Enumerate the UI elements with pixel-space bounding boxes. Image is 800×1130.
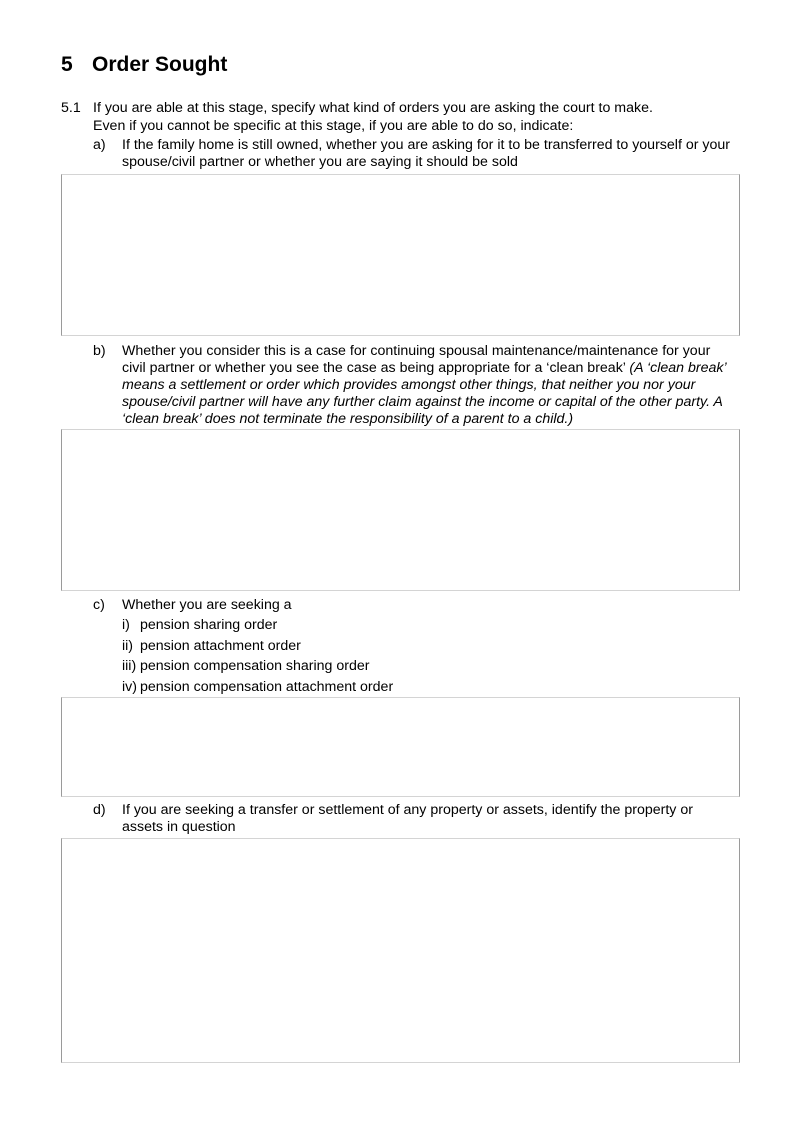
list-item-text: pension attachment order [140,637,301,654]
answer-input-a[interactable] [62,175,739,335]
answer-input-b[interactable] [62,430,739,590]
item-b-text [122,343,737,428]
item-d-label: d) [93,802,106,818]
list-item-text: pension compensation attachment order [140,678,394,695]
question-number: 5.1 [61,100,81,116]
answer-input-c[interactable] [62,698,739,796]
question-intro-line2: Even if you cannot be specific at this stage, if you are able to do so, indicate: [93,118,574,134]
list-item [122,615,393,636]
item-c-label: c) [93,597,105,613]
answer-box-c[interactable] [61,697,740,797]
list-item-number: ii) [122,637,134,654]
list-item-number: iii) [122,658,137,674]
section-number: 5 [61,53,73,76]
list-item [122,636,393,657]
list-item [122,656,393,677]
list-item-text: pension compensation sharing order [140,658,370,674]
item-d-text: If you are seeking a transfer or settlement of any property or assets, identify the property or assets in question [122,802,693,835]
list-item [122,677,393,698]
answer-input-d[interactable] [62,839,739,1062]
item-c-text: Whether you are seeking a [122,597,292,613]
section-heading [61,53,227,77]
question-intro-line1: If you are able at this stage, specify what kind of orders you are asking the court to make. [93,100,653,116]
list-item-number: i) [122,617,130,633]
list-item-text: pension sharing order [140,617,278,633]
pension-order-list [122,615,393,697]
section-title: Order Sought [92,53,228,76]
item-a-label: a) [93,137,106,153]
item-a-text: If the family home is still owned, whether you are asking for it to be transferred to yourself or your spouse/civil partner or whether you are saying it should be sold [122,137,730,170]
item-b-label: b) [93,343,106,359]
answer-box-a[interactable] [61,174,740,336]
list-item-number: iv) [122,678,137,695]
answer-box-b[interactable] [61,429,740,591]
clean-break-note: (A ‘clean break’ means a settlement or order which provides amongst other things, that neither you nor your spouse/civil partner will have any further claim against the income or capital of the other party. A ‘clean break’ does not terminate the responsibility of a parent to a child.) [122,360,726,427]
answer-box-d[interactable] [61,838,740,1063]
item-b-question: Whether you consider this is a case for continuing spousal maintenance/maintenance for your civil partner or whether you see the case as being appropriate for a ‘clean break’ [122,343,711,376]
